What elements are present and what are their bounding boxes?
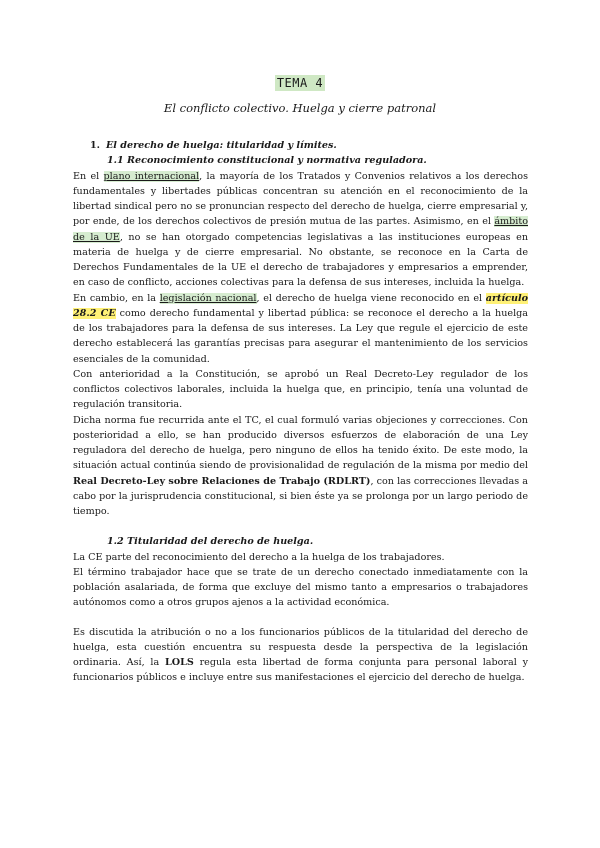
paragraph-international <box>73 169 528 291</box>
bold-rdlrt: Real Decreto-Ley sobre Relaciones de Trabajo (RDLRT) <box>73 475 371 487</box>
highlight-national: legislación nacional <box>159 292 257 304</box>
text-run: Dicha norma fue recurrida ante el TC, el cual formuló varias objeciones y correcciones. Con posterioridad a ello, se han producido diversos esfuerzos de elaboración de una Ley reguladora del derecho de huelga, pero ninguno de ellos ha tenido éxito. De este modo, la situación actual continúa siendo de provisionalidad de regulación de la misma por medio del <box>73 414 528 472</box>
spacer <box>73 611 528 625</box>
document-body <box>73 138 528 686</box>
text-run: , no se han otorgado competencias legislativas a las instituciones europeas en materia de huelga y de cierre empresarial. No obstante, se reconoce en la Carta de Derechos Fundamentales de la UE el derecho de trabajadores y empresarios a emprender, en caso de conflicto, acciones colectivas para la defensa de sus intereses, incluida la huelga. <box>73 231 528 289</box>
paragraph-pre-constitution: Con anterioridad a la Constitución, se aprobó un Real Decreto-Ley regulador de los conflictos colectivos laborales, incluida la huelga que, en principio, tenía una voluntad de regulación transitoria. <box>73 368 528 411</box>
spacer <box>73 519 528 534</box>
topic-number-highlight: TEMA 4 <box>276 76 324 90</box>
topic-number <box>0 76 600 90</box>
section-1-2-heading: 1.2 Titularidad del derecho de huelga. <box>107 536 314 548</box>
bold-lols: LOLS <box>165 657 194 668</box>
text-run: , con las correcciones llevadas a cabo por la jurisprudencia constitucional, si bien éste ya se prolonga por un largo periodo de tiempo. <box>73 475 528 517</box>
highlight-eu: ámbito de la UE <box>73 216 528 243</box>
text-run: como derecho fundamental y libertad pública: se reconoce el derecho a la huelga de los trabajadores para la defensa de sus intereses. La Ley que regule el ejercicio de este derecho establecerá las garantías precisas para asegurar el mantenimiento de los servicios esenciales de la comunidad. <box>73 307 528 365</box>
paragraph-national <box>73 291 528 367</box>
section-1-number: 1. <box>90 140 101 151</box>
paragraph-rdlrt <box>73 413 528 520</box>
paragraph-worker-term: El término trabajador hace que se trate de un derecho conectado inmediatamente con la población asalariada, de forma que excluye del mismo tanto a empresarios o trabajadores autónomos como a otros grupos ajenos a la actividad económica. <box>73 566 528 609</box>
text-run: En cambio, en la <box>73 292 160 304</box>
text-run: , la mayoría de los Tratados y Convenios relativos a los derechos fundamentales y libertades públicas concentran su atención en el reconocimiento de la libertad sindical pero no se pronuncian respecto del derecho de huelga, cierre empresarial y, por ende, de los derechos colectivos de presión mutua de las partes. Asimismo, en el <box>73 170 529 228</box>
highlight-international: plano internacional <box>103 170 200 182</box>
text-run: Es discutida la atribución o no a los funcionarios públicos de la titularidad del derecho de huelga, esta cuestión encuentra su respuesta desde la perspectiva de la legislación ordinaria. Así, la <box>73 626 528 668</box>
section-1-heading <box>73 138 528 153</box>
paragraph-public-officials <box>73 625 528 686</box>
text-run: En el <box>73 170 104 182</box>
paragraph-ce-recognition: La CE parte del reconocimiento del derecho a la huelga de los trabajadores. <box>73 551 445 563</box>
text-run: regula esta libertad de forma conjunta para personal laboral y funcionarios públicos e incluye entre sus manifestaciones el ejercicio del derecho de huelga. <box>73 657 528 684</box>
text-run: , el derecho de huelga viene reconocido en el <box>256 292 486 304</box>
section-1-title: El derecho de huelga: titularidad y límites. <box>106 140 337 151</box>
highlight-article-28: artículo 28.2 CE <box>73 292 528 319</box>
document-title: El conflicto colectivo. Huelga y cierre patronal <box>163 101 437 115</box>
section-1-1-heading: 1.1 Reconocimiento constitucional y normativa reguladora. <box>107 155 427 167</box>
